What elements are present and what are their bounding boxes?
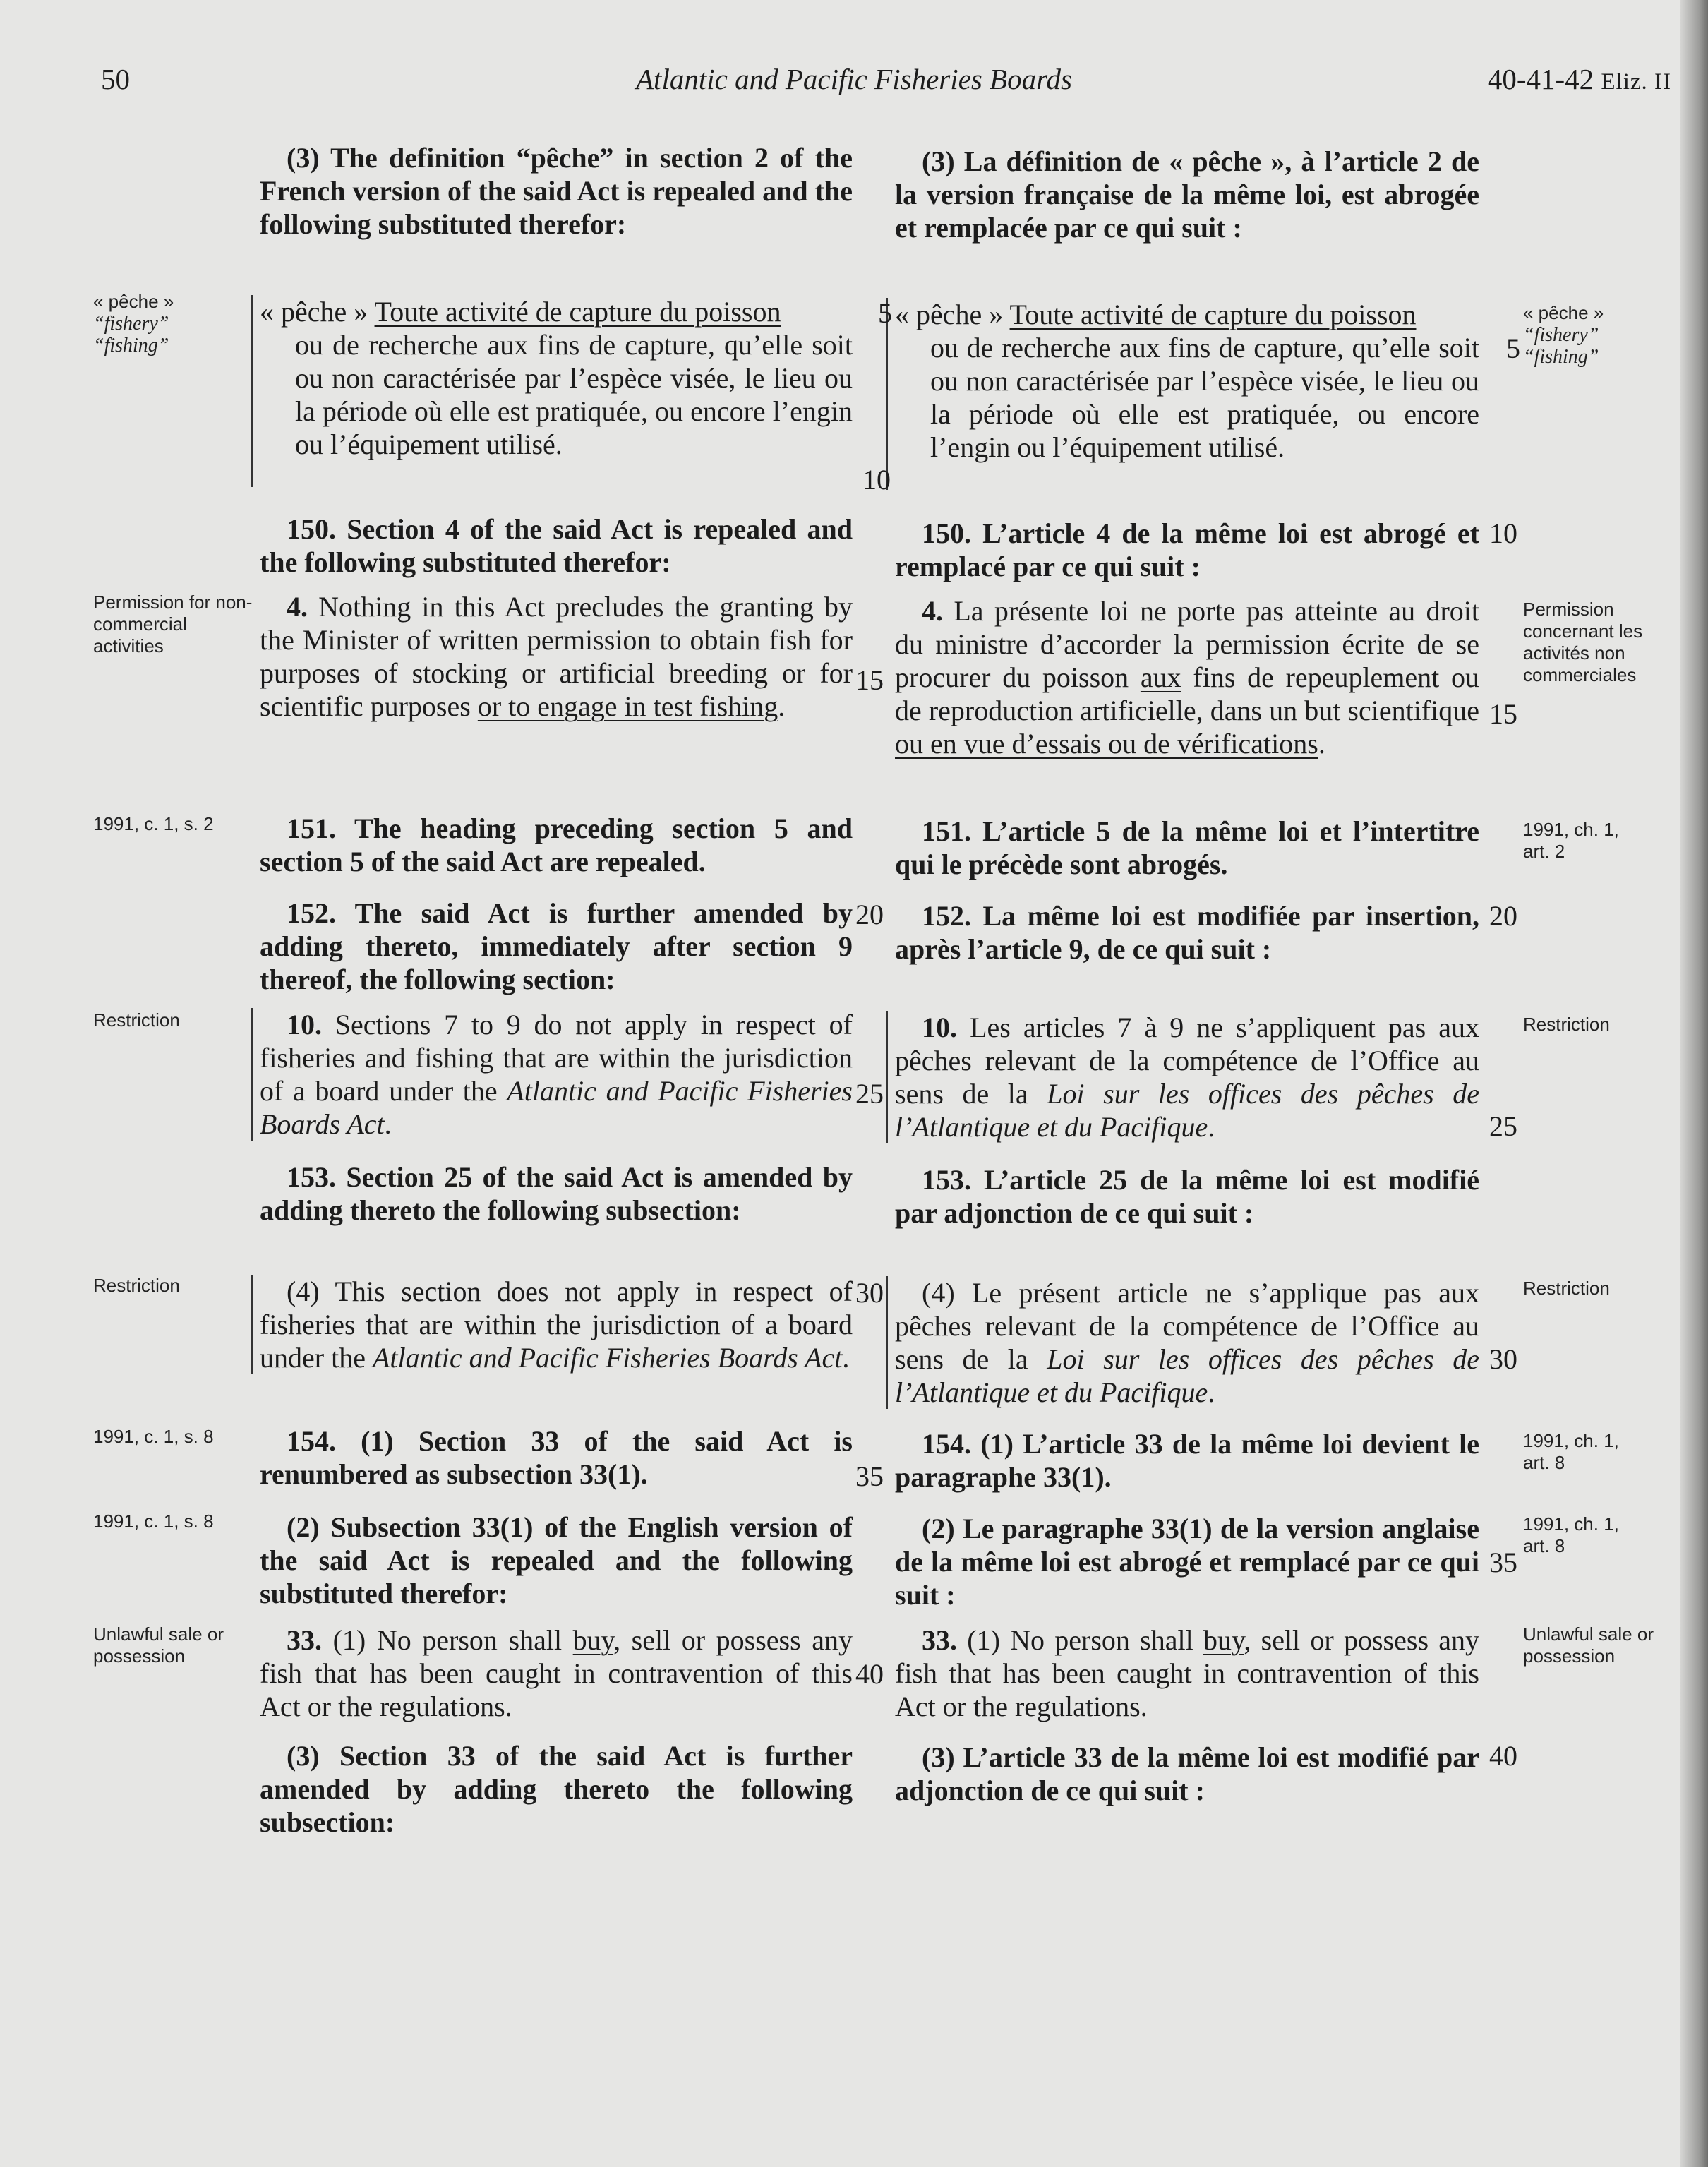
margin-note-en-permission: Permission for non-commercial activities <box>93 592 253 656</box>
fr-section-25-4 <box>886 1276 1479 1409</box>
fr-s10-text: Les articles 7 à 9 ne s’appliquent pas aux pêches relevant de la compétence de l’Office au sens de la <box>895 1012 1480 1110</box>
en-section-25-4 <box>251 1275 853 1374</box>
en-clause-152: 152. The said Act is further amended by adding thereto, immediately after section 9 thereof, the following section: <box>260 897 853 995</box>
fr-s10-end: . <box>1208 1111 1215 1143</box>
en-s33-a: (1) No person shall <box>332 1624 563 1656</box>
margin-note-en-peche <box>93 291 255 356</box>
fr-s33-a: (1) No person shall <box>967 1624 1193 1656</box>
margin-note-fr-permission: Permission concernant les activités non commerciales <box>1523 599 1643 685</box>
line-number-fr-30: 30 <box>1489 1343 1517 1375</box>
margin-note-en-unlawful: Unlawful sale or possession <box>93 1623 224 1667</box>
en-s10-number: 10. <box>287 1009 322 1040</box>
regnal-year <box>1488 62 1671 96</box>
line-number-fr-35: 35 <box>1489 1547 1517 1578</box>
en-clause-151: 151. The heading preceding section 5 and section 5 of the said Act are repealed. <box>260 812 853 877</box>
line-number-en-25: 25 <box>855 1078 884 1110</box>
en-section-33 <box>260 1623 853 1723</box>
en-s4-end: . <box>778 690 786 722</box>
margin-note-fr-fishery: “fishery” <box>1523 324 1599 346</box>
en-clause-154-2: (2) Subsection 33(1) of the English version of the said Act is repealed and the following substituted therefor: <box>260 1511 853 1609</box>
en-clause-154-1: 154. (1) Section 33 of the said Act is renumbered as subsection 33(1). <box>260 1425 853 1490</box>
margin-note-en-ref-151: 1991, c. 1, s. 2 <box>93 813 214 834</box>
margin-note-fr-restriction-25: Restriction <box>1523 1278 1610 1299</box>
en-clause-149-3: (3) The definition “pêche” in section 2 of the French version of the said Act is repealed and the following substituted therefor: <box>260 142 853 240</box>
en-clause-153: 153. Section 25 of the said Act is amended by adding thereto the following subsection: <box>260 1161 853 1226</box>
fr-clause-153: 153. L’article 25 de la même loi est modifié par adjonction de ce qui suit : <box>895 1164 1479 1229</box>
en-s10-act: Atlantic and Pacific Fisheries Boards Act <box>260 1075 853 1140</box>
margin-note-fr-peche-term: « pêche » <box>1523 302 1604 323</box>
margin-note-fr-fishing: “fishing” <box>1523 346 1599 368</box>
margin-note-fr-unlawful: Unlawful sale or possession <box>1523 1623 1654 1667</box>
fr-s25-text: (4) Le présent article ne s’applique pas aux pêches relevant de la compétence de l’Office au sens de la <box>895 1277 1479 1375</box>
line-number-en-10: 10 <box>862 464 891 496</box>
fr-def-underlined: Toute activité de capture du poisson <box>1009 299 1417 330</box>
line-number-en-30: 30 <box>855 1277 884 1309</box>
fr-clause-149-3: (3) La définition de « pêche », à l’article 2 de la version française de la même loi, est abrogée et remplacée par ce qui suit : <box>895 145 1479 244</box>
line-number-fr-40: 40 <box>1489 1740 1517 1772</box>
fr-s33-b: , sell or possess any fish that has been caught in contravention of this Act or the regulations. <box>895 1624 1480 1722</box>
fr-s4-end: . <box>1318 728 1325 760</box>
margin-note-fr-ref-154-1: 1991, ch. 1, art. 8 <box>1523 1430 1619 1473</box>
line-number-fr-15: 15 <box>1489 698 1517 730</box>
fr-section-4 <box>895 594 1479 760</box>
page-number: 50 <box>101 63 130 95</box>
line-number-fr-5: 5 <box>1506 332 1520 364</box>
margin-note-en-restriction-25: Restriction <box>93 1275 180 1296</box>
regnal-year-sovereign: Eliz. II <box>1601 69 1671 95</box>
fr-s4-a: La présente loi ne porte pas atteinte au droit du ministre d’accorder la permission écrite de se procurer du poisson <box>895 595 1480 693</box>
line-number-en-15: 15 <box>855 664 884 696</box>
fr-clause-151: 151. L’article 5 de la même loi et l’intertitre qui le précède sont abrogés. <box>895 815 1479 880</box>
line-number-fr-25: 25 <box>1489 1110 1517 1142</box>
fr-s10-act: Loi sur les offices des pêches de l’Atlantique et du Pacifique <box>895 1078 1479 1143</box>
en-def-rest: ou de recherche aux fins de capture, qu’elle soit ou non caractérisée par l’espèce visée, le lieu ou la période où elle est pratiquée, ou encore l’engin ou l’équipement utilisé. <box>295 329 853 460</box>
fr-section-10 <box>886 1011 1479 1143</box>
margin-note-en-ref-154-1: 1991, c. 1, s. 8 <box>93 1426 214 1447</box>
fr-definition-peche <box>886 298 1479 490</box>
fr-s25-act: Loi sur les offices des pêches de l’Atlantique et du Pacifique <box>895 1343 1479 1408</box>
line-number-en-20: 20 <box>855 899 884 930</box>
fr-s4-underlined: ou en vue d’essais ou de vérifications <box>895 728 1318 760</box>
line-number-en-5: 5 <box>878 297 892 329</box>
fr-clause-154-2: (2) Le paragraphe 33(1) de la version anglaise de la même loi est abrogé et remplacé par ce qui suit : <box>895 1513 1479 1611</box>
fr-s33-buy: buy <box>1203 1624 1244 1656</box>
en-s4-text: Nothing in this Act precludes the granting by the Minister of written permission to obtain fish for purposes of stocking or artificial breeding or for scientific purposes <box>260 591 853 722</box>
en-definition-peche <box>251 295 853 487</box>
en-section-10 <box>251 1008 853 1141</box>
en-s4-underlined: or to engage in test fishing <box>477 690 778 722</box>
margin-note-fr-restriction-10: Restriction <box>1523 1014 1610 1035</box>
fr-s4-aux: aux <box>1140 661 1181 693</box>
en-s10-text: Sections 7 to 9 do not apply in respect of fisheries and fishing that are within the jurisdiction of a board under the <box>260 1009 853 1107</box>
margin-note-fr-peche <box>1523 302 1657 368</box>
margin-note-en-ref-154-2: 1991, c. 1, s. 8 <box>93 1511 214 1532</box>
fr-clause-154-1: 154. (1) L’article 33 de la même loi devient le paragraphe 33(1). <box>895 1428 1479 1493</box>
en-s25-text: (4) This section does not apply in respect of fisheries that are within the jurisdiction of a board under the <box>260 1275 853 1374</box>
margin-note-en-restriction-10: Restriction <box>93 1009 180 1031</box>
running-title: Atlantic and Pacific Fisheries Boards <box>636 63 1072 95</box>
en-s33-buy: buy <box>572 1624 614 1656</box>
en-def-term: « pêche » <box>260 296 368 328</box>
en-def-underlined: Toute activité de capture du poisson <box>374 296 781 328</box>
en-s4-number: 4. <box>287 591 308 623</box>
en-s33-number: 33. <box>287 1624 322 1656</box>
line-number-fr-10: 10 <box>1489 517 1517 549</box>
margin-note-fr-ref-151: 1991, ch. 1, art. 2 <box>1523 819 1619 862</box>
margin-note-en-peche-term: « pêche » <box>93 291 174 312</box>
margin-note-fr-ref-154-2: 1991, ch. 1, art. 8 <box>1523 1513 1619 1556</box>
en-clause-154-3: (3) Section 33 of the said Act is further amended by adding thereto the following subsection: <box>260 1740 853 1838</box>
fr-s25-end: . <box>1208 1376 1215 1408</box>
fr-s4-b: fins de repeuplement ou de reproduction artificielle, dans un but scientifique <box>895 661 1480 726</box>
line-number-en-40: 40 <box>855 1658 884 1690</box>
fr-clause-152: 152. La même loi est modifiée par insertion, après l’article 9, de ce qui suit : <box>895 900 1479 965</box>
en-s25-act: Atlantic and Pacific Fisheries Boards Act <box>372 1342 843 1374</box>
page-edge-shadow <box>1680 0 1708 2167</box>
fr-s33-number: 33. <box>922 1624 957 1656</box>
fr-clause-150: 150. L’article 4 de la même loi est abrogé et remplacé par ce qui suit : <box>895 517 1479 582</box>
regnal-year-number: 40-41-42 <box>1487 63 1594 95</box>
fr-s10-number: 10. <box>922 1012 957 1043</box>
en-s10-end: . <box>384 1108 392 1140</box>
en-s33-b: , sell or possess any fish that has been caught in contravention of this Act or the regulations. <box>260 1624 853 1722</box>
en-s25-end: . <box>842 1342 850 1374</box>
margin-note-en-fishing: “fishing” <box>93 335 169 356</box>
fr-section-33 <box>895 1623 1479 1723</box>
fr-def-term: « pêche » <box>895 299 1004 330</box>
fr-def-rest: ou de recherche aux fins de capture, qu’elle soit ou non caractérisée par l’espèce visée, le lieu ou la période où elle est pratiquée, ou encore l’engin ou l’équipement utilisé. <box>930 332 1479 463</box>
en-section-4 <box>260 590 853 723</box>
fr-clause-154-3: (3) L’article 33 de la même loi est modifié par adjonction de ce qui suit : <box>895 1741 1479 1806</box>
fr-s4-number: 4. <box>922 595 943 627</box>
margin-note-en-fishery: “fishery” <box>93 313 169 335</box>
en-clause-150: 150. Section 4 of the said Act is repealed and the following substituted therefor: <box>260 513 853 578</box>
line-number-en-35: 35 <box>855 1460 884 1492</box>
line-number-fr-20: 20 <box>1489 900 1517 932</box>
